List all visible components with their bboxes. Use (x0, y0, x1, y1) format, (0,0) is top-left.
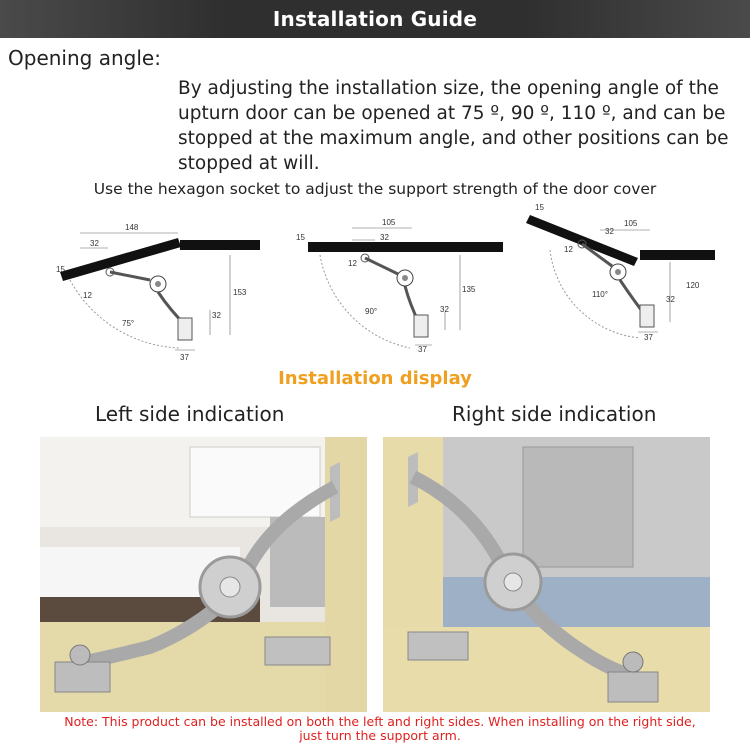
dim-15: 15 (56, 265, 65, 274)
footer-note: Note: This product can be installed on both the left and right sides. When installing on the right side, just turn the support arm. (64, 714, 696, 743)
right-side-label: Right side indication (452, 402, 657, 426)
diagram-90-drawing (290, 200, 520, 360)
diagram-75-drawing (50, 200, 280, 360)
dim-37: 37 (644, 333, 653, 342)
diagram-110-drawing (520, 200, 745, 360)
diagram-110 (520, 200, 745, 364)
dim-148: 148 (125, 223, 139, 232)
support-strength-note: Use the hexagon socket to adjust the support strength of the door cover (93, 180, 657, 198)
dim-15: 15 (296, 233, 305, 242)
dim-12: 12 (564, 245, 573, 254)
installation-display-heading: Installation display (278, 368, 472, 389)
dim-15: 15 (535, 203, 544, 212)
dim-37: 37 (418, 345, 427, 354)
diagram-75 (50, 200, 280, 364)
dim-32a: 32 (605, 227, 614, 236)
dim-32b: 32 (666, 295, 675, 304)
dim-12: 12 (83, 291, 92, 300)
opening-description: By adjusting the installation size, the opening angle of the upturn door can be opened at 75 º, 90 º, 110 º, and can be stopped at the maximum angle, and other positions can be stopped at will. (178, 78, 729, 174)
dim-32a: 32 (90, 239, 99, 248)
dim-32b: 32 (440, 305, 449, 314)
dim-153: 153 (233, 288, 247, 297)
dim-105: 105 (624, 219, 638, 228)
dim-32b: 32 (212, 311, 221, 320)
left-photo-illustration (40, 437, 367, 712)
dim-12: 12 (348, 259, 357, 268)
angle-110: 110° (592, 290, 608, 299)
left-side-photo (40, 437, 367, 712)
angle-75: 75° (122, 319, 135, 328)
dim-32a: 32 (380, 233, 389, 242)
diagram-90 (290, 200, 520, 364)
dim-135: 135 (462, 285, 476, 294)
left-side-label: Left side indication (95, 402, 285, 426)
dim-105: 105 (382, 218, 396, 227)
dim-37: 37 (180, 353, 189, 360)
angle-90: 90° (365, 307, 378, 316)
right-photo-illustration (383, 437, 710, 712)
opening-angle-label: Opening angle: (8, 46, 161, 70)
page-title: Installation Guide (272, 7, 478, 31)
right-side-photo (383, 437, 710, 712)
title-banner (0, 0, 750, 38)
dim-120: 120 (686, 281, 700, 290)
